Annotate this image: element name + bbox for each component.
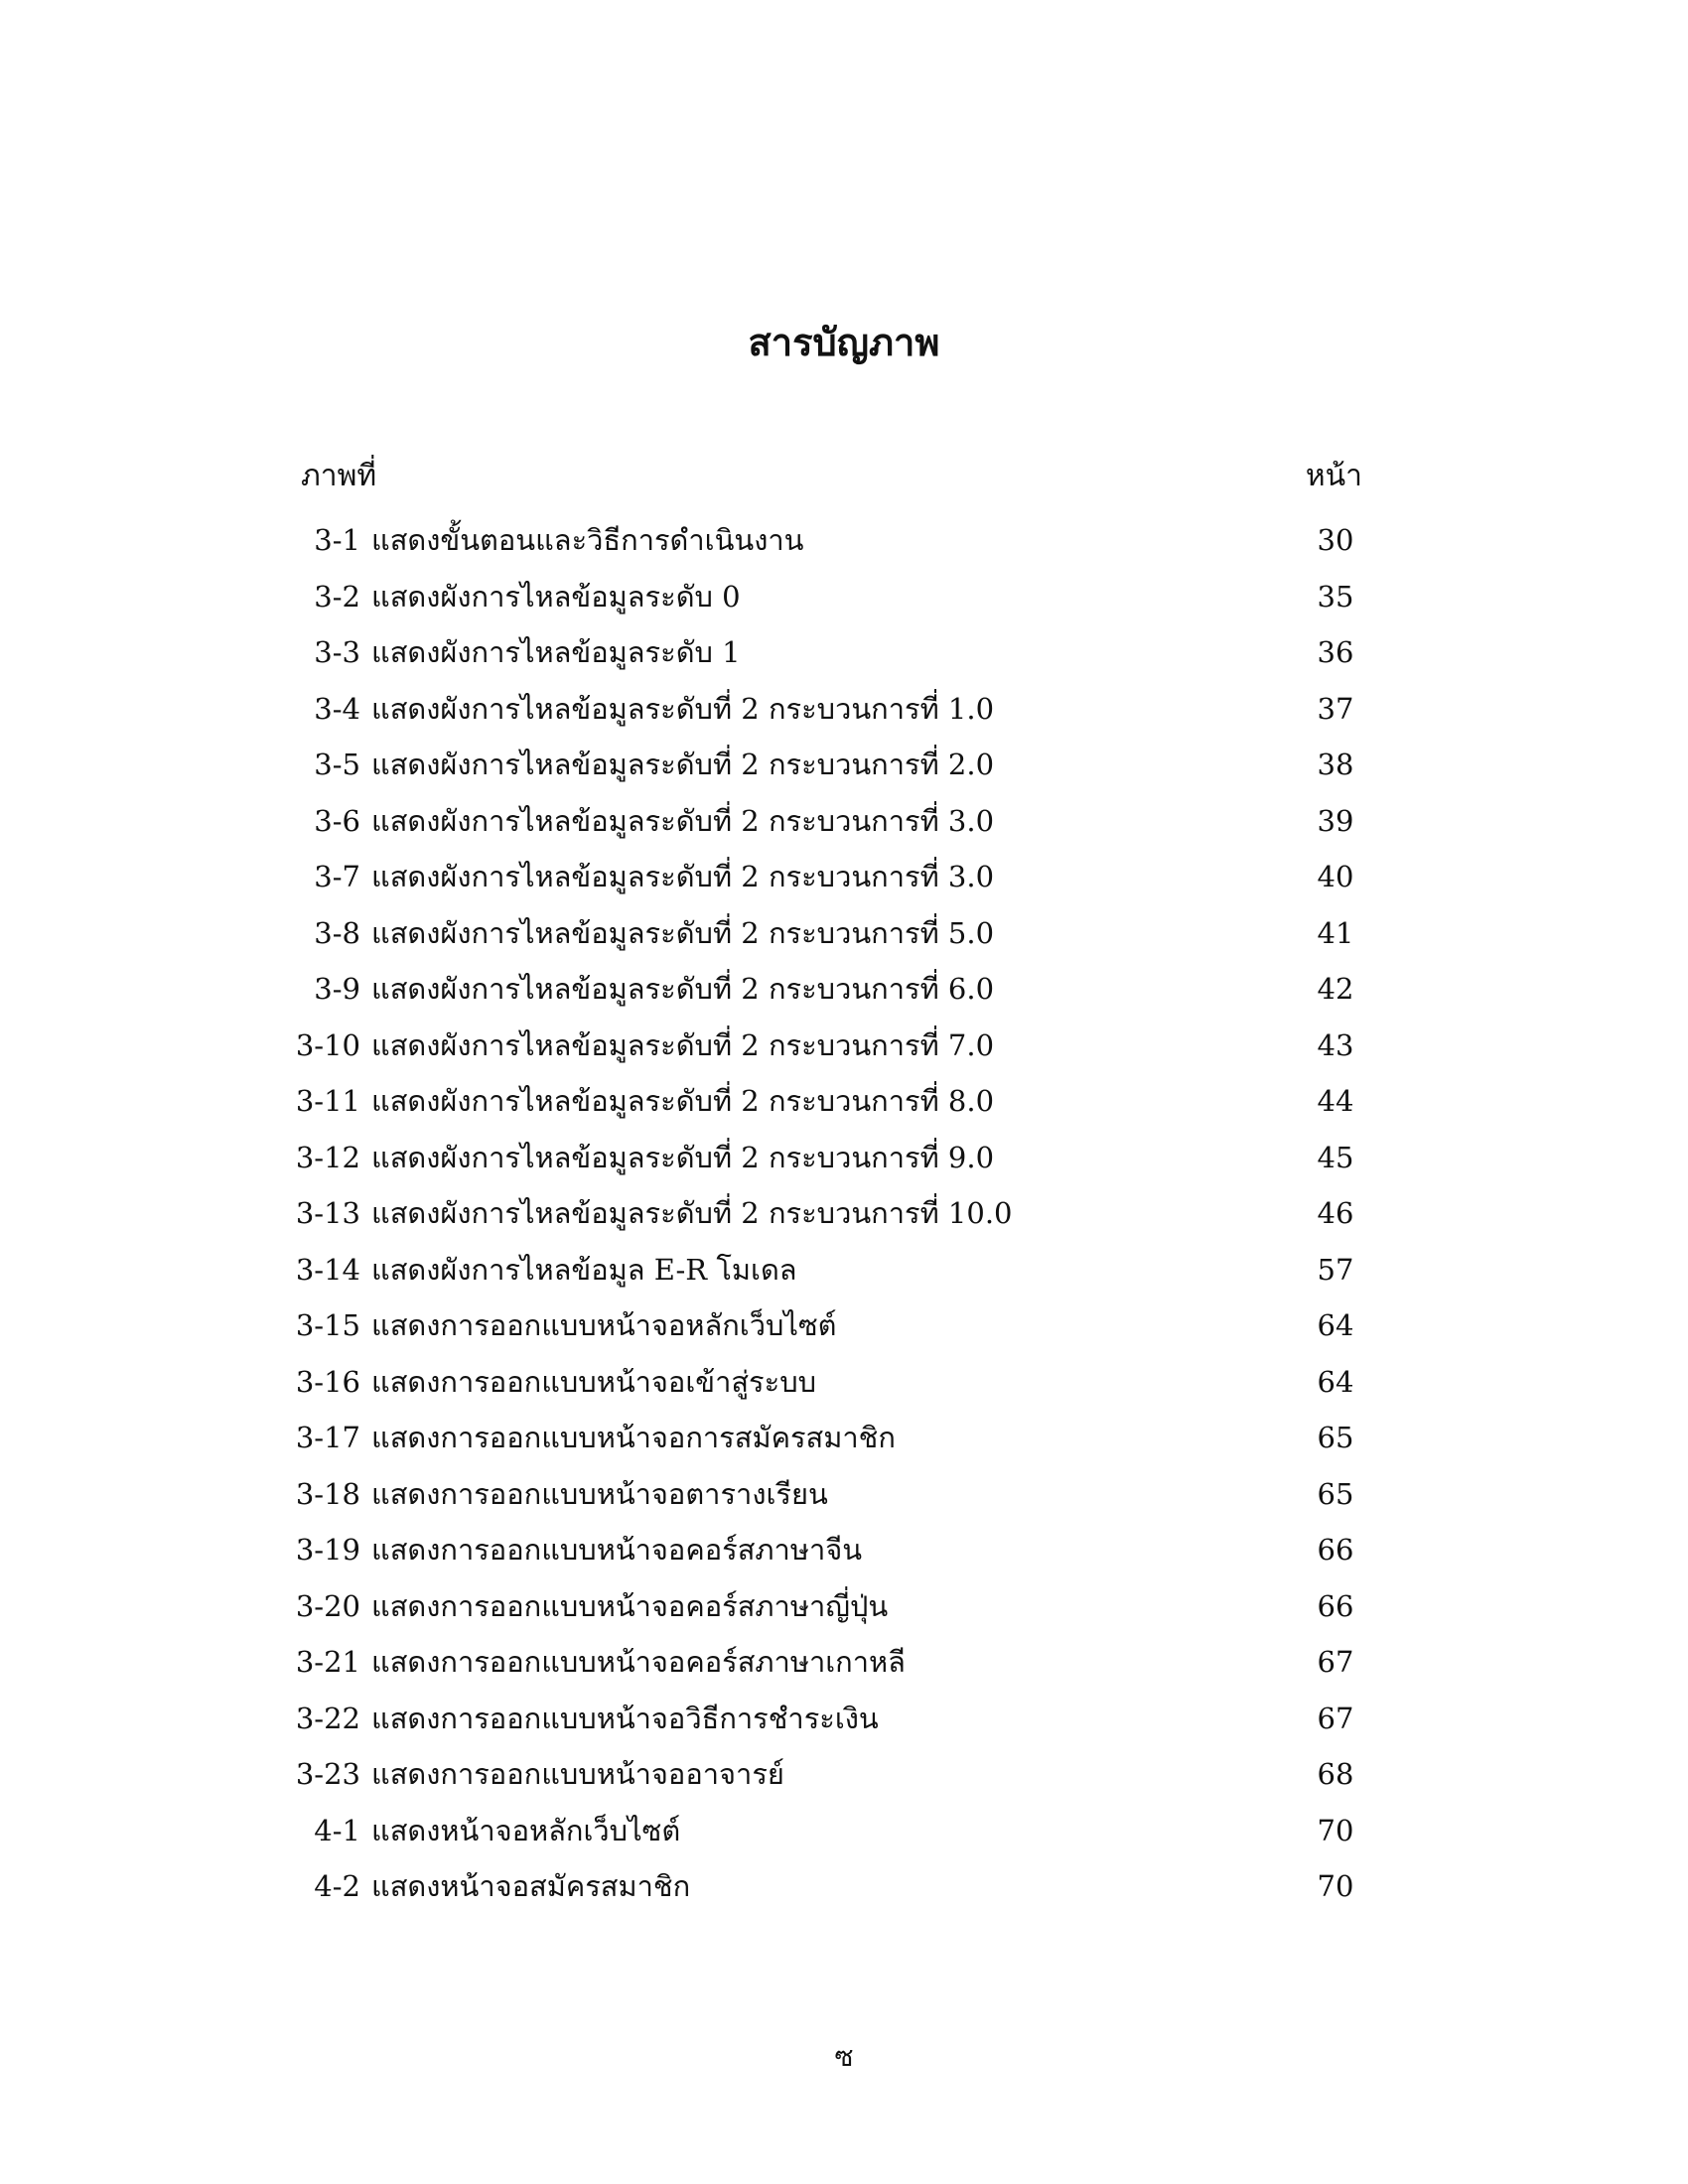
page-column-header: หน้า <box>1305 459 1362 493</box>
figure-number: 3-3 <box>314 635 360 669</box>
figure-title: แสดงผังการไหลข้อมูลระดับที่ 2 กระบวนการที่ 3.0 <box>371 860 995 893</box>
list-item <box>0 1586 1688 1643</box>
page-number: 35 <box>1317 579 1354 614</box>
figure-number: 3-17 <box>295 1421 360 1454</box>
page-number: 70 <box>1317 1813 1354 1847</box>
figure-number: 3-9 <box>314 972 360 1006</box>
figure-number: 3-5 <box>314 748 360 781</box>
page-number: 68 <box>1317 1757 1354 1791</box>
figure-title: แสดงการออกแบบหน้าจอหลักเว็บไซต์ <box>371 1308 837 1342</box>
page-number: 45 <box>1317 1140 1354 1174</box>
page-title: สารบัญภาพ <box>748 320 940 365</box>
list-item <box>0 1193 1688 1250</box>
list-item <box>0 801 1688 858</box>
list-item <box>0 520 1688 577</box>
figure-number: 3-1 <box>314 523 360 557</box>
figure-title: แสดงผังการไหลข้อมูลระดับ 1 <box>371 635 741 669</box>
list-item <box>0 1025 1688 1082</box>
figure-title: แสดงขั้นตอนและวิธีการดำเนินงาน <box>371 523 804 557</box>
page-number: 39 <box>1317 803 1354 838</box>
list-item <box>0 1250 1688 1306</box>
list-item <box>0 689 1688 746</box>
figure-column-header: ภาพที่ <box>301 459 377 493</box>
figure-number: 3-10 <box>295 1027 360 1062</box>
list-item <box>0 1866 1688 1923</box>
page-number: 44 <box>1317 1084 1354 1118</box>
page-number: 70 <box>1317 1869 1354 1903</box>
figure-title: แสดงหน้าจอสมัครสมาชิก <box>371 1869 691 1903</box>
page-number: 67 <box>1317 1645 1354 1679</box>
figure-title: แสดงผังการไหลข้อมูลระดับที่ 2 กระบวนการที่ 2.0 <box>371 748 995 781</box>
figure-title: แสดงผังการไหลข้อมูลระดับที่ 2 กระบวนการที่ 10.0 <box>371 1196 1013 1230</box>
figure-title: แสดงการออกแบบหน้าจอการสมัครสมาชิก <box>371 1421 896 1454</box>
figure-title: แสดงผังการไหลข้อมูลระดับที่ 2 กระบวนการที่ 1.0 <box>371 691 995 726</box>
list-item <box>0 1362 1688 1419</box>
figure-list <box>0 520 1688 1923</box>
list-item <box>0 1642 1688 1699</box>
page-number: 65 <box>1317 1421 1354 1454</box>
figure-title: แสดงผังการไหลข้อมูลระดับที่ 2 กระบวนการที่ 6.0 <box>371 972 995 1006</box>
list-item <box>0 1699 1688 1755</box>
figure-number: 3-11 <box>295 1084 360 1118</box>
figure-title: แสดงหน้าจอหลักเว็บไซต์ <box>371 1813 681 1847</box>
list-item <box>0 1474 1688 1531</box>
page-number: 67 <box>1317 1701 1354 1735</box>
list-item <box>0 969 1688 1025</box>
figure-title: แสดงผังการไหลข้อมูลระดับที่ 2 กระบวนการที่ 5.0 <box>371 915 995 950</box>
list-item <box>0 857 1688 913</box>
page-number: 42 <box>1317 972 1354 1006</box>
list-item <box>0 745 1688 801</box>
figure-number: 3-15 <box>295 1308 360 1342</box>
page-number: 46 <box>1317 1196 1354 1230</box>
figure-number: 3-16 <box>295 1364 360 1399</box>
list-item <box>0 632 1688 689</box>
figure-number: 3-13 <box>295 1196 360 1230</box>
figure-number: 3-14 <box>295 1252 360 1287</box>
page-number: 36 <box>1317 635 1354 669</box>
figure-title: แสดงผังการไหลข้อมูลระดับที่ 2 กระบวนการที่ 7.0 <box>371 1027 995 1062</box>
list-item <box>0 1081 1688 1138</box>
figure-number: 4-2 <box>314 1869 360 1903</box>
page-number: 41 <box>1317 915 1354 950</box>
page-number: 64 <box>1317 1364 1354 1399</box>
figure-title: แสดงผังการไหลข้อมูลระดับที่ 2 กระบวนการที่ 9.0 <box>371 1140 995 1174</box>
figure-title: แสดงการออกแบบหน้าจอเข้าสู่ระบบ <box>371 1364 817 1399</box>
list-item <box>0 1138 1688 1194</box>
figure-number: 3-20 <box>295 1588 360 1623</box>
list-item <box>0 1305 1688 1362</box>
list-item <box>0 1530 1688 1586</box>
figure-number: 3-8 <box>314 915 360 950</box>
page-number: 37 <box>1317 691 1354 726</box>
figure-title: แสดงการออกแบบหน้าจอคอร์สภาษาญี่ปุ่น <box>371 1588 889 1623</box>
page-number: 66 <box>1317 1588 1354 1623</box>
figure-title: แสดงผังการไหลข้อมูลระดับที่ 2 กระบวนการที่ 8.0 <box>371 1084 995 1118</box>
figure-title: แสดงการออกแบบหน้าจออาจารย์ <box>371 1757 784 1791</box>
page-number: 66 <box>1317 1533 1354 1567</box>
figure-number: 3-23 <box>295 1757 360 1791</box>
list-item <box>0 577 1688 633</box>
figure-number: 3-19 <box>295 1533 360 1567</box>
list-item <box>0 913 1688 970</box>
figure-title: แสดงการออกแบบหน้าจอคอร์สภาษาเกาหลี <box>371 1645 906 1679</box>
page-number: 64 <box>1317 1308 1354 1342</box>
page-number: 57 <box>1317 1252 1354 1287</box>
figure-title: แสดงการออกแบบหน้าจอคอร์สภาษาจีน <box>371 1533 863 1567</box>
footer-page-number: ซ <box>834 2040 854 2073</box>
figure-number: 3-6 <box>314 803 360 838</box>
figure-number: 4-1 <box>314 1813 360 1847</box>
page-number: 65 <box>1317 1476 1354 1511</box>
list-item <box>0 1754 1688 1811</box>
figure-number: 3-7 <box>314 860 360 893</box>
figure-title: แสดงผังการไหลข้อมูล E-R โมเดล <box>371 1252 797 1287</box>
figure-number: 3-18 <box>295 1476 360 1511</box>
figure-number: 3-22 <box>295 1701 360 1735</box>
list-item <box>0 1418 1688 1474</box>
figure-title: แสดงการออกแบบหน้าจอตารางเรียน <box>371 1476 828 1511</box>
figure-number: 3-21 <box>295 1645 360 1679</box>
figure-number: 3-4 <box>314 691 360 726</box>
figure-title: แสดงการออกแบบหน้าจอวิธีการชำระเงิน <box>371 1701 879 1735</box>
figure-number: 3-12 <box>295 1140 360 1174</box>
page-number: 40 <box>1317 860 1354 893</box>
figure-title: แสดงผังการไหลข้อมูลระดับ 0 <box>371 579 741 614</box>
page-number: 38 <box>1317 748 1354 781</box>
page-number: 43 <box>1317 1027 1354 1062</box>
figure-title: แสดงผังการไหลข้อมูลระดับที่ 2 กระบวนการที่ 3.0 <box>371 803 995 838</box>
list-item <box>0 1811 1688 1867</box>
figure-number: 3-2 <box>314 579 360 614</box>
page-number: 30 <box>1317 523 1354 557</box>
